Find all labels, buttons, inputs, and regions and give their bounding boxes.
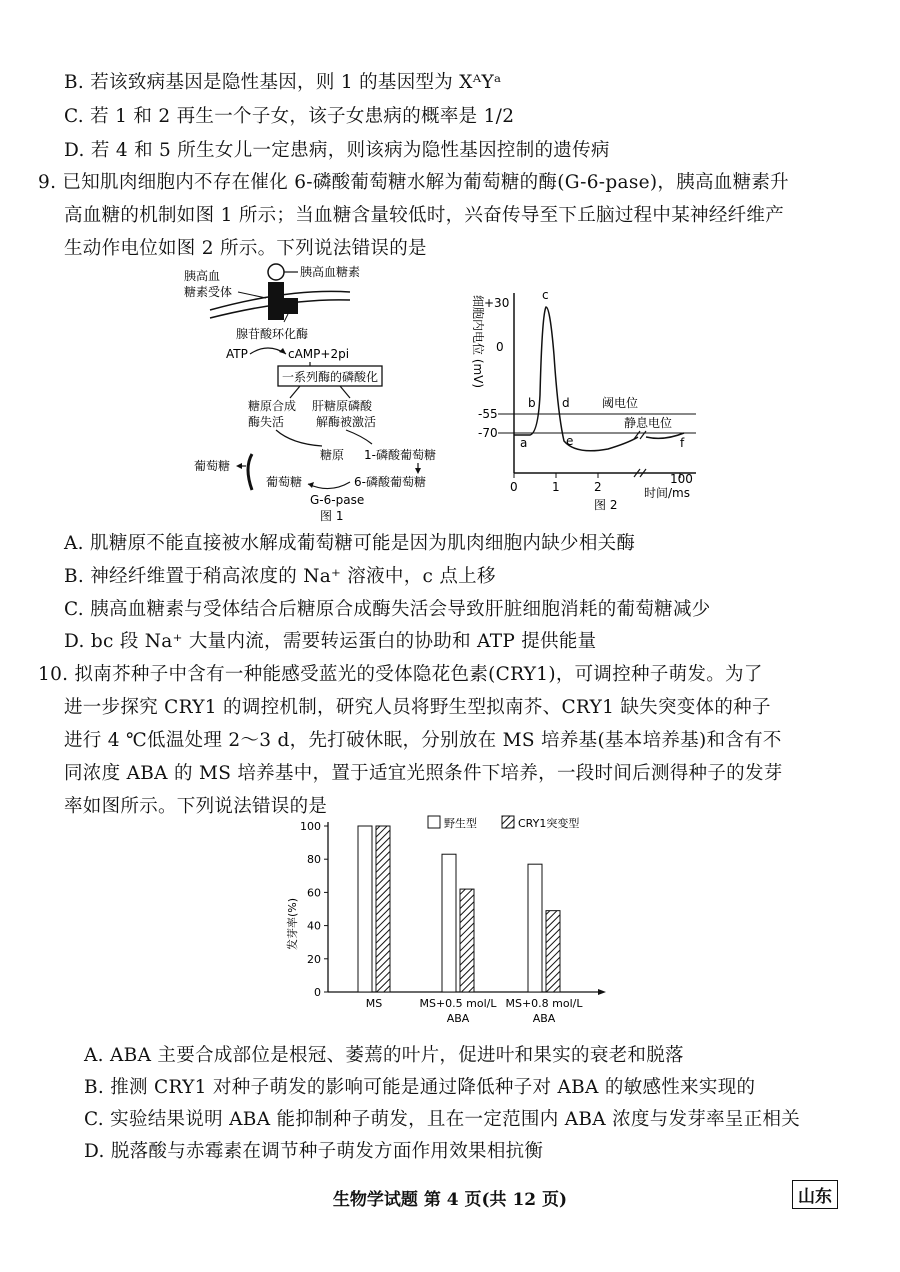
q9-stem-line-1: 9. 已知肌肉细胞内不存在催化 6-磷酸葡萄糖水解为葡萄糖的酶(G-6-pase)，胰高血糖素升: [38, 172, 789, 193]
fig1-g6pase-label: G-6-pase: [310, 493, 365, 507]
q9-stem-line-2: 高血糖的机制如图 1 所示；当血糖含量较低时，兴奋传导至下丘脑过程中某神经纤维产: [64, 205, 785, 226]
legend-swatch: [428, 816, 440, 828]
fig2-point-e: e: [566, 434, 574, 448]
q9-option-b: B. 神经纤维置于稍高浓度的 Na⁺ 溶液中，c 点上移: [64, 566, 496, 587]
chart-category-label: MS+0.5 mol/L: [419, 997, 497, 1010]
fig1-g1p-label: 1-磷酸葡萄糖: [364, 448, 436, 462]
fig2-resting-label: 静息电位: [624, 416, 673, 430]
chart-ytick-label: 40: [307, 919, 321, 933]
fig2-threshold-label: 阈电位: [602, 396, 639, 410]
fig1-g6p-label: 6-磷酸葡萄糖: [354, 475, 426, 489]
fig2-ylabel: 细胞内电位 (mV): [471, 295, 485, 389]
q10-option-c: C. 实验结果说明 ABA 能抑制种子萌发，且在一定范围内 ABA 浓度与发芽率呈正相关: [84, 1109, 801, 1130]
chart-ytick-label: 100: [300, 820, 321, 833]
q9-option-a: A. 肌糖原不能直接被水解成葡萄糖可能是因为肌肉细胞内缺少相关酶: [64, 533, 636, 554]
fig2-ytick-0: 0: [496, 340, 504, 354]
figure-2-action-potential: [458, 285, 718, 515]
chart-category-label: ABA: [532, 1012, 556, 1025]
chart-bar: [460, 889, 474, 992]
q8-option-d: D. 若 4 和 5 所生女儿一定患病，则该病为隐性基因控制的遗传病: [64, 140, 610, 161]
q8-option-b: B. 若该致病基因是隐性基因，则 1 的基因型为 XᴬYᵃ: [64, 72, 502, 93]
q10-stem-line-4: 同浓度 ABA 的 MS 培养基中，置于适宜光照条件下培养，一段时间后测得种子的发芽: [64, 763, 783, 784]
fig2-ytick-55: -55: [478, 407, 498, 421]
fig2-caption: 图 2: [594, 498, 618, 512]
chart-ytick-label: 0: [314, 986, 321, 999]
chart-ytick-label: 80: [307, 853, 321, 867]
fig1-inactive-label-2: 酶失活: [248, 415, 285, 429]
fig1-caption: 图 1: [320, 509, 344, 523]
legend-label: 野生型: [444, 817, 477, 830]
germination-bar-chart: [270, 808, 630, 1033]
fig1-box-label: 一系列酶的磷酸化: [282, 370, 379, 384]
q10-stem-line-1: 10. 拟南芥种子中含有一种能感受蓝光的受体隐花色素(CRY1)，可调控种子萌发。为了: [38, 664, 763, 685]
fig1-camp-label: cAMP+2pi: [288, 347, 350, 361]
chart-bar: [546, 911, 560, 992]
q9-option-c: C. 胰高血糖素与受体结合后糖原合成酶失活会导致肝脏细胞消耗的葡萄糖减少: [64, 599, 711, 620]
chart-category-label: ABA: [446, 1012, 470, 1025]
q10-stem-line-3: 进行 4 ℃低温处理 2～3 d，先打破休眠，分别放在 MS 培养基(基本培养基)和含有不: [64, 730, 782, 751]
fig2-point-f: f: [680, 436, 685, 450]
chart-bar: [376, 826, 390, 992]
fig1-active-label-2: 解酶被激活: [316, 415, 377, 429]
chart-category-label: MS: [365, 997, 383, 1010]
q10-option-a: A. ABA 主要合成部位是根冠、萎蔫的叶片，促进叶和果实的衰老和脱落: [84, 1045, 684, 1066]
chart-bar: [358, 826, 372, 992]
q10-stem-line-5: 率如图所示。下列说法错误的是: [64, 796, 328, 817]
fig1-active-label-1: 肝糖原磷酸: [312, 399, 373, 413]
figure-1-diagram: [180, 258, 480, 523]
fig1-receptor-label-2: 糖素受体: [184, 285, 233, 299]
fig1-hormone-label: 胰高血糖素: [300, 265, 361, 279]
fig2-xlabel: 时间/ms: [644, 486, 690, 500]
chart-ylabel: 发芽率(%): [286, 897, 299, 950]
fig2-point-a: a: [520, 436, 528, 450]
legend-swatch: [502, 816, 514, 828]
fig2-xtick-100: 100: [670, 472, 693, 486]
fig1-enzyme-label: 腺苷酸环化酶: [236, 327, 309, 341]
fig2-xtick-1: 1: [552, 480, 560, 494]
region-badge: 山东: [792, 1180, 838, 1209]
fig1-glycogen-label: 糖原: [320, 448, 345, 462]
fig1-inactive-label-1: 糖原合成: [248, 399, 297, 413]
chart-category-label: MS+0.8 mol/L: [505, 997, 583, 1010]
fig2-xtick-0: 0: [510, 480, 518, 494]
chart-bar: [528, 864, 542, 992]
fig1-glucose-out-label: 葡萄糖: [194, 459, 231, 473]
q8-option-c: C. 若 1 和 2 再生一个子女，该子女患病的概率是 1/2: [64, 106, 515, 127]
q9-stem-line-3: 生动作电位如图 2 所示。下列说法错误的是: [64, 238, 427, 259]
fig1-atp-label: ATP: [226, 347, 248, 361]
q10-option-d: D. 脱落酸与赤霉素在调节种子萌发方面作用效果相抗衡: [84, 1141, 544, 1162]
fig2-ytick-30: +30: [484, 296, 510, 310]
fig2-ytick-70: -70: [478, 426, 498, 440]
fig2-point-d: d: [562, 396, 570, 410]
fig1-receptor-label-1: 胰高血: [184, 269, 221, 283]
chart-ytick-label: 60: [307, 886, 321, 900]
fig2-point-c: c: [542, 288, 549, 302]
page-footer: 生物学试题 第 4 页(共 12 页): [332, 1190, 568, 1210]
q9-option-d: D. bc 段 Na⁺ 大量内流，需要转运蛋白的协助和 ATP 提供能量: [64, 631, 597, 652]
q10-stem-line-2: 进一步探究 CRY1 的调控机制，研究人员将野生型拟南芥、CRY1 缺失突变体的种子: [64, 697, 771, 718]
chart-ytick-label: 20: [307, 952, 321, 966]
chart-x-arrow: [598, 989, 606, 995]
fig1-glucose-in-label: 葡萄糖: [266, 475, 303, 489]
chart-bar: [442, 854, 456, 992]
fig2-xtick-2: 2: [594, 480, 602, 494]
legend-label: CRY1突变型: [518, 817, 580, 830]
q10-option-b: B. 推测 CRY1 对种子萌发的影响可能是通过降低种子对 ABA 的敏感性来实现的: [84, 1077, 756, 1098]
fig2-point-b: b: [528, 396, 536, 410]
